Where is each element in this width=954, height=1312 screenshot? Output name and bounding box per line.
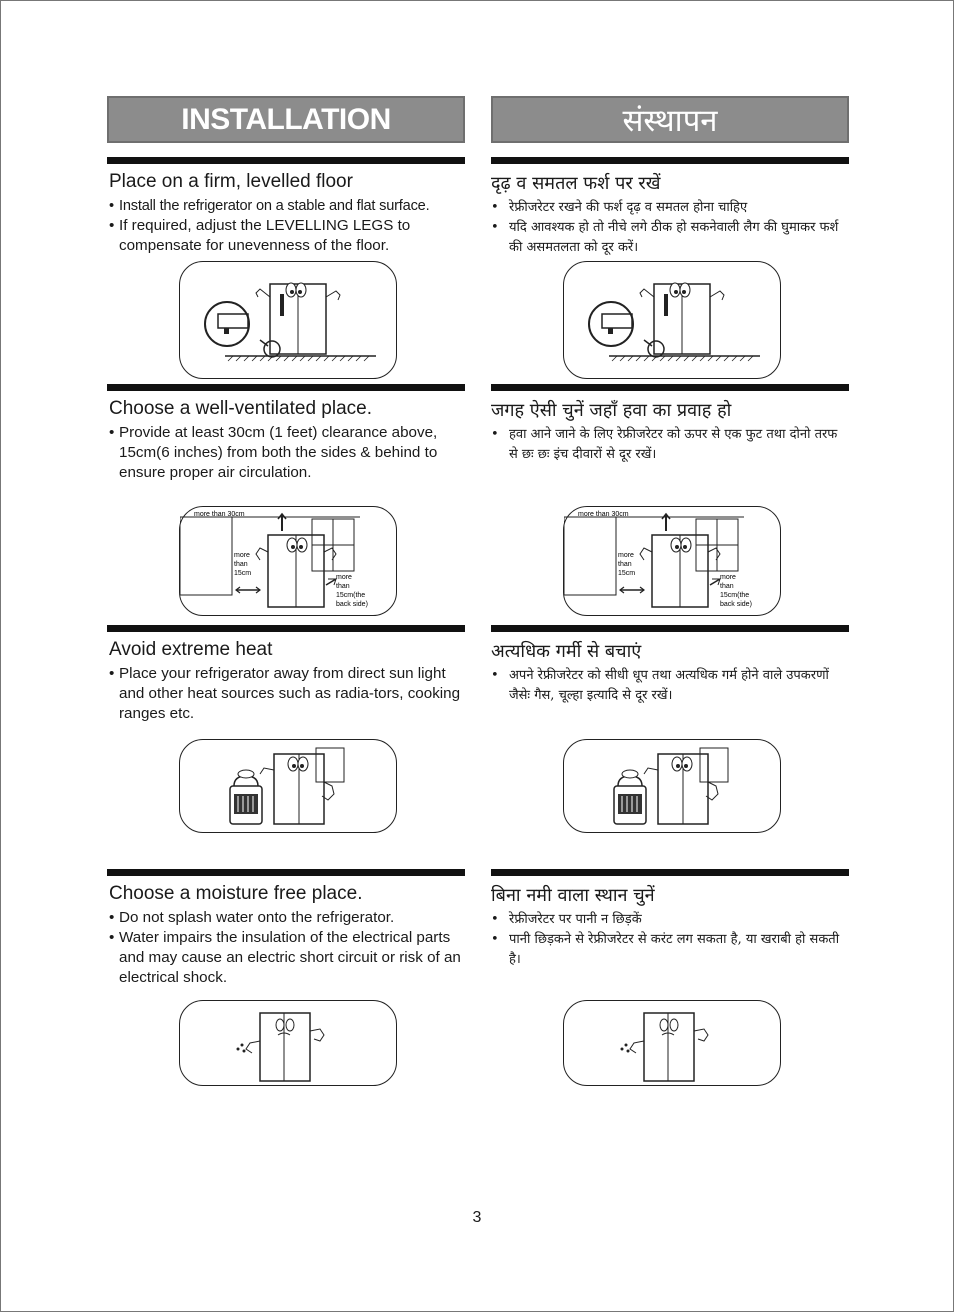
bullet-item: • Install the refrigerator on a stable and flat surface. — [107, 196, 465, 216]
fridge-level-floor-icon — [180, 262, 396, 378]
section-rule — [491, 625, 849, 632]
section-rule — [107, 157, 465, 164]
section-rule — [491, 869, 849, 876]
fridge-level-floor-icon — [564, 262, 780, 378]
page-number: 3 — [472, 1209, 482, 1226]
clearance-back-label-3: 15cm(the — [336, 592, 366, 599]
bullet-item: • हवा आने जाने के लिए रेफ्रीजरेटर को ऊपर से एक फुट तथा दोनो तरफ से छः छः इंच दीवारों से दूर रखें। — [491, 425, 849, 465]
level-floor-illustration — [179, 261, 397, 379]
clearance-top-label: more than 30cm — [578, 511, 629, 518]
section-rule — [107, 384, 465, 391]
bullet-item: • If required, adjust the LEVELLING LEGS to compensate for unevenness of the floor. — [107, 216, 465, 256]
clearance-side-label-2: than — [234, 561, 248, 568]
hindi-section-ventilation — [491, 384, 849, 465]
bullet-list — [491, 666, 849, 706]
section-rule — [491, 384, 849, 391]
clearance-side-label-3: 15cm — [234, 570, 252, 577]
clearance-side-label-3: 15cm — [618, 570, 636, 577]
clearance-back-label-1: more — [336, 574, 352, 581]
section-heading: Place on a firm, levelled floor — [109, 171, 353, 192]
fridge-moisture-icon — [564, 1001, 780, 1085]
bullet-list — [107, 908, 465, 988]
hindi-ventilation-illustration — [563, 506, 781, 616]
bullet-list — [107, 664, 465, 724]
fridge-heat-source-icon — [564, 740, 780, 832]
clearance-top-label: more than 30cm — [194, 511, 245, 518]
section-heading: अत्यधिक गर्मी से बचाएं — [491, 641, 642, 662]
bullet-item: • Water impairs the insulation of the electrical parts and may cause an electric short circuit or risk of an electrical shock. — [107, 928, 465, 988]
section-heat — [107, 625, 465, 724]
bullet-item: • रेफ्रीजरेटर रखने की फर्श दृढ़ व समतल होना चाहिए — [491, 198, 849, 218]
hindi-section-level-floor — [491, 157, 849, 258]
bullet-item: • Provide at least 30cm (1 feet) clearance above, 15cm(6 inches) from both the sides & behind to ensure proper air circulation. — [107, 423, 465, 483]
section-heading: Choose a well-ventilated place. — [109, 398, 372, 419]
section-heading: Choose a moisture free place. — [109, 883, 363, 904]
bullet-item: • यदि आवश्यक हो तो नीचे लगे ठीक हो सकनेवाली लैग की घुमाकर फर्श की असमतलता को दूर करें। — [491, 218, 849, 258]
section-rule — [107, 625, 465, 632]
clearance-back-label-1: more — [720, 574, 736, 581]
clearance-side-label-2: than — [618, 561, 632, 568]
clearance-back-label-2: than — [336, 583, 350, 590]
section-heading: जगह ऐसी चुनें जहाँ हवा का प्रवाह हो — [491, 400, 732, 421]
heat-illustration — [179, 739, 397, 833]
bullet-item: • पानी छिड़कने से रेफ्रीजरेटर से करंट लग सकता है, या खराबी हो सकती है। — [491, 930, 849, 970]
fridge-heat-source-icon — [180, 740, 396, 832]
installation-banner: INSTALLATION — [107, 96, 465, 143]
bullet-item: • अपने रेफ्रीजरेटर को सीधी धूप तथा अत्यधिक गर्म होने वाले उपकरणों जैसेः गैस, चूल्हा इत्यादि से दूर रखें। — [491, 666, 849, 706]
bullet-list — [491, 425, 849, 465]
hindi-level-floor-illustration — [563, 261, 781, 379]
hindi-moisture-illustration — [563, 1000, 781, 1086]
bullet-list — [491, 198, 849, 258]
section-moisture — [107, 869, 465, 988]
hindi-installation-banner: संस्थापन — [491, 96, 849, 143]
section-level-floor — [107, 157, 465, 256]
section-heading: बिना नमी वाला स्थान चुनें — [491, 885, 655, 906]
clearance-back-label-3: 15cm(the — [720, 592, 750, 599]
clearance-back-label-2: than — [720, 583, 734, 590]
section-heading: दृढ़ व समतल फर्श पर रखें — [491, 173, 661, 194]
bullet-item: • Do not splash water onto the refrigerator. — [107, 908, 465, 928]
bullet-item: • रेफ्रीजरेटर पर पानी न छिड़कें — [491, 910, 849, 930]
fridge-moisture-icon — [180, 1001, 396, 1085]
hindi-column — [491, 96, 849, 967]
english-column — [107, 96, 465, 986]
ventilation-illustration — [179, 506, 397, 616]
hindi-heat-illustration — [563, 739, 781, 833]
bullet-list — [491, 910, 849, 970]
hindi-section-heat — [491, 625, 849, 706]
moisture-illustration — [179, 1000, 397, 1086]
bullet-list — [107, 196, 465, 256]
clearance-side-label-1: more — [618, 552, 634, 559]
fridge-clearance-icon — [180, 507, 396, 615]
fridge-clearance-icon — [564, 507, 780, 615]
section-rule — [491, 157, 849, 164]
clearance-back-label-4: back side) — [720, 601, 752, 608]
bullet-item: • Place your refrigerator away from direct sun light and other heat sources such as radia-tors, cooking ranges etc. — [107, 664, 465, 724]
bullet-list — [107, 423, 465, 483]
section-rule — [107, 869, 465, 876]
clearance-side-label-1: more — [234, 552, 250, 559]
section-heading: Avoid extreme heat — [109, 639, 273, 660]
section-ventilation — [107, 384, 465, 483]
hindi-section-moisture — [491, 869, 849, 970]
clearance-back-label-4: back side) — [336, 601, 368, 608]
